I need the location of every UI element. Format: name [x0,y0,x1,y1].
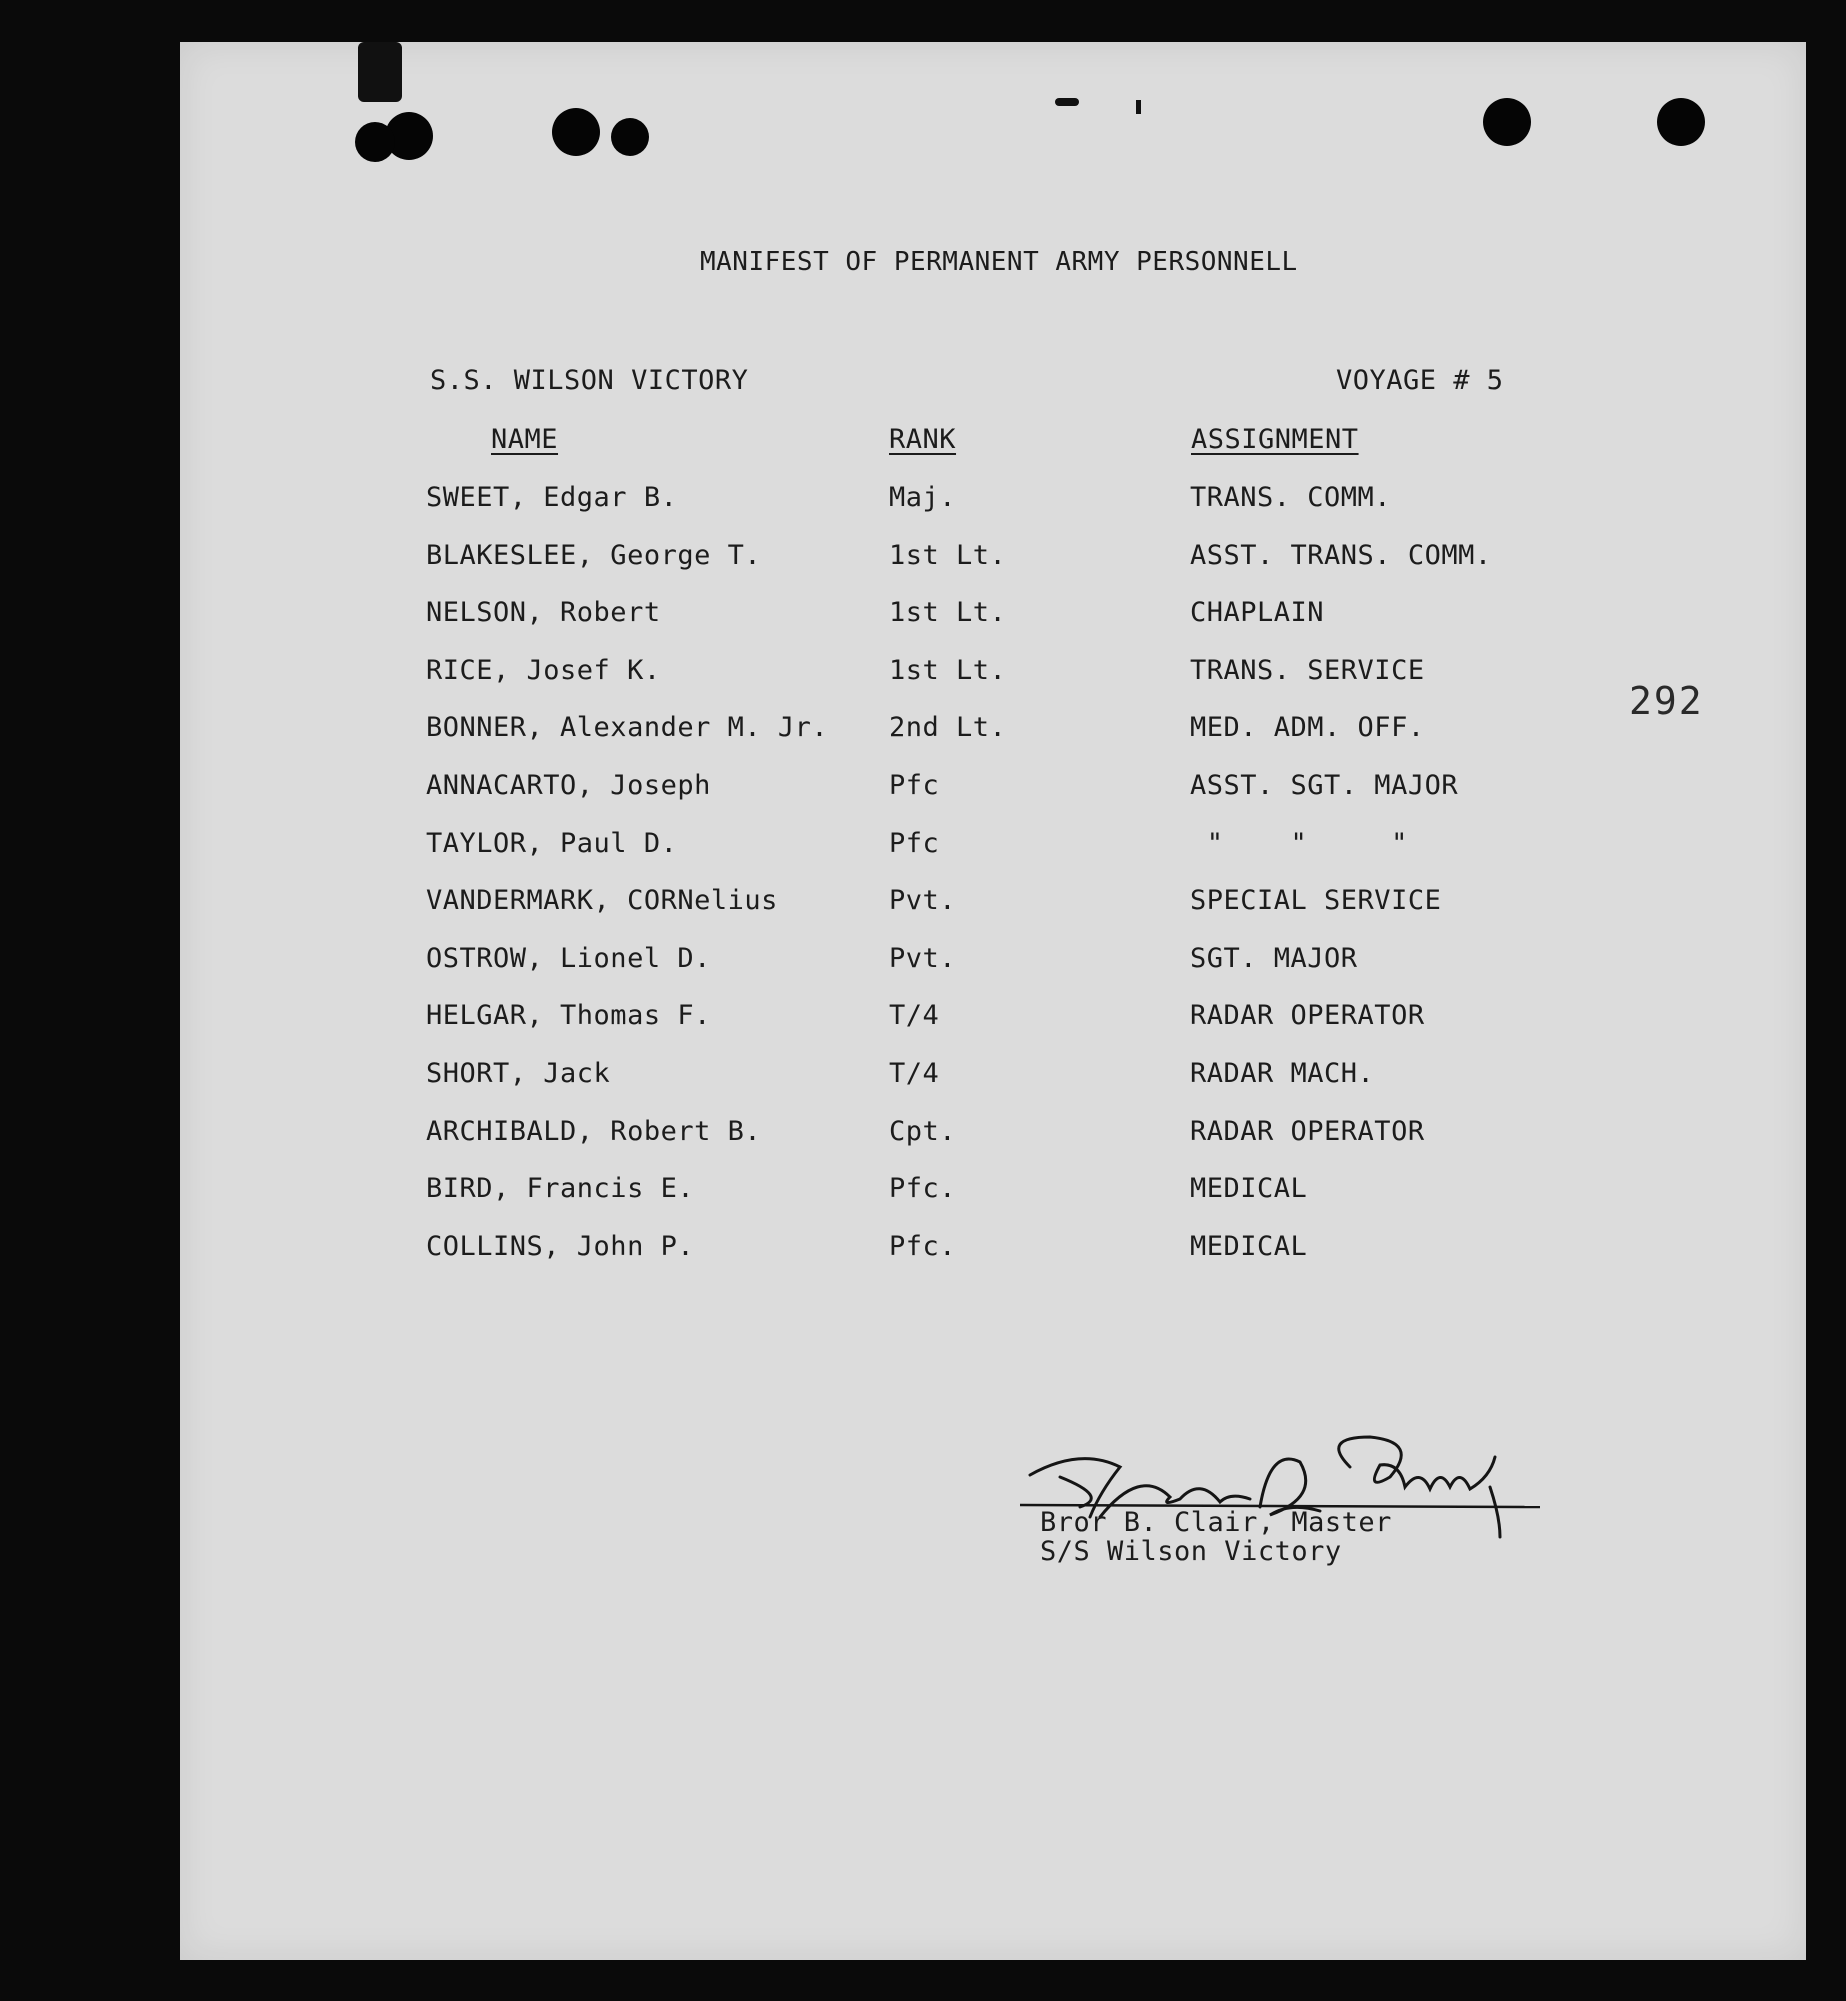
person-assignment: SPECIAL SERVICE [1190,885,1442,916]
person-assignment: MEDICAL [1190,1231,1308,1262]
person-assignment: TRANS. SERVICE [1190,655,1425,686]
punch-hole [1657,98,1705,146]
punch-hole [611,118,649,156]
column-header-assignment: ASSIGNMENT [1191,424,1359,455]
person-name: VANDERMARK, CORNelius [426,885,778,916]
ink-speck [1136,100,1141,114]
document-title: MANIFEST OF PERMANENT ARMY PERSONNELL [700,247,1298,277]
ink-smudge [358,42,402,102]
person-name: SWEET, Edgar B. [426,482,678,513]
person-name: BLAKESLEE, George T. [426,540,762,571]
person-assignment: SGT. MAJOR [1190,943,1358,974]
voyage-number: VOYAGE # 5 [1336,365,1504,396]
person-rank: 1st Lt. [889,597,1007,628]
person-rank: Pvt. [889,885,957,916]
person-name: TAYLOR, Paul D. [426,828,678,859]
person-assignment: " " " [1190,828,1408,859]
person-name: BONNER, Alexander M. Jr. [426,712,829,743]
column-header-name: NAME [491,424,559,455]
person-name: ANNACARTO, Joseph [426,770,711,801]
person-assignment: CHAPLAIN [1190,597,1325,628]
person-name: COLLINS, John P. [426,1231,695,1262]
page-number: 292 [1629,679,1704,723]
person-name: ARCHIBALD, Robert B. [426,1116,762,1147]
signer-name: Bror B. Clair, Master [1040,1507,1392,1538]
punch-hole [355,122,395,162]
person-rank: Pfc. [889,1173,957,1204]
person-assignment: RADAR OPERATOR [1190,1000,1425,1031]
ink-speck [1055,98,1079,106]
person-assignment: TRANS. COMM. [1190,482,1392,513]
person-assignment: ASST. TRANS. COMM. [1190,540,1492,571]
person-name: BIRD, Francis E. [426,1173,695,1204]
person-rank: Pfc [889,770,940,801]
person-rank: T/4 [889,1000,940,1031]
person-rank: Cpt. [889,1116,957,1147]
person-name: HELGAR, Thomas F. [426,1000,711,1031]
person-assignment: RADAR MACH. [1190,1058,1375,1089]
column-header-rank: RANK [889,424,957,455]
person-rank: 2nd Lt. [889,712,1007,743]
person-assignment: MED. ADM. OFF. [1190,712,1425,743]
manifest-page [180,42,1806,1960]
person-name: RICE, Josef K. [426,655,661,686]
punch-hole [552,108,600,156]
person-name: OSTROW, Lionel D. [426,943,711,974]
person-rank: Pvt. [889,943,957,974]
person-assignment: RADAR OPERATOR [1190,1116,1425,1147]
punch-hole [1483,98,1531,146]
person-rank: T/4 [889,1058,940,1089]
person-rank: 1st Lt. [889,540,1007,571]
person-assignment: MEDICAL [1190,1173,1308,1204]
person-rank: Maj. [889,482,957,513]
ship-name: S.S. WILSON VICTORY [430,365,749,396]
signer-ship: S/S Wilson Victory [1040,1536,1342,1567]
person-rank: 1st Lt. [889,655,1007,686]
person-name: NELSON, Robert [426,597,661,628]
person-assignment: ASST. SGT. MAJOR [1190,770,1459,801]
person-name: SHORT, Jack [426,1058,611,1089]
person-rank: Pfc [889,828,940,859]
person-rank: Pfc. [889,1231,957,1262]
